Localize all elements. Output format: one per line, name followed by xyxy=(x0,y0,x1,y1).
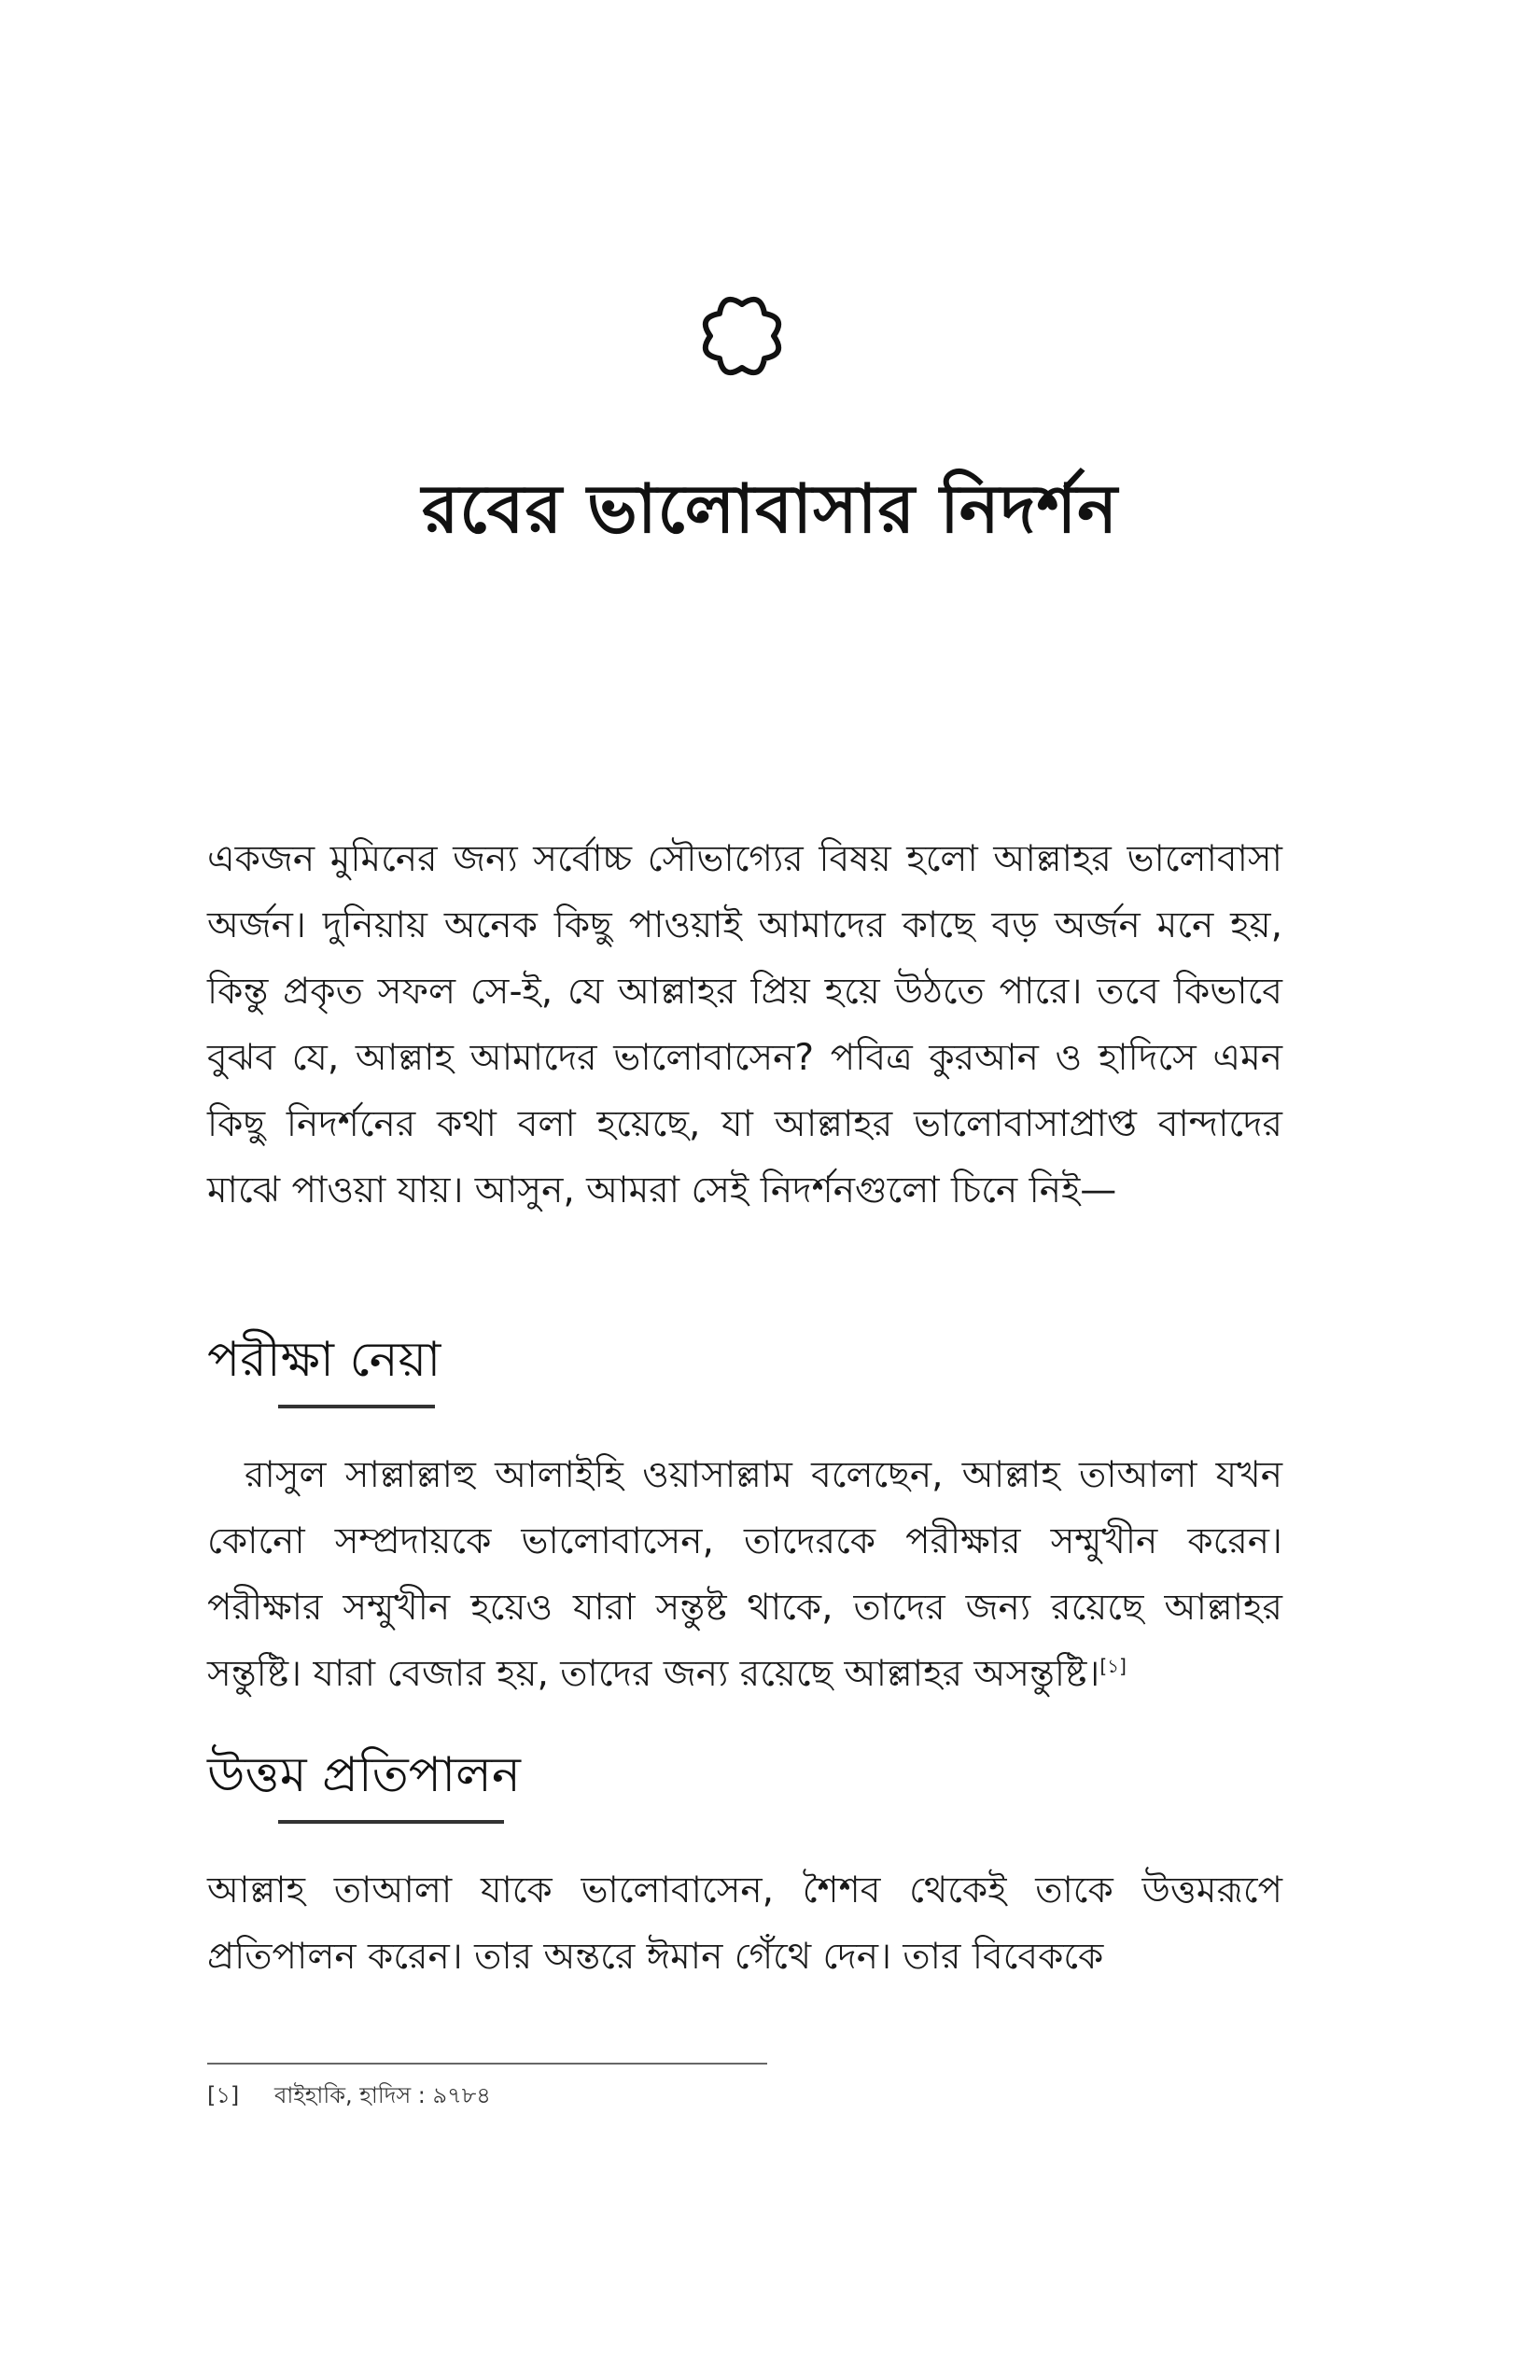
flower-ornament-icon xyxy=(686,280,798,392)
section-paragraph-trial xyxy=(207,1442,1282,1707)
section-paragraph-upbringing: আল্লাহ তাআলা যাকে ভালোবাসেন, শৈশব থেকেই তাকে উত্তমরূপে প্রতিপালন করেন। তার অন্তরে ঈমান গেঁথে দেন। তার বিবেককে xyxy=(207,1869,1282,1978)
footnote-divider xyxy=(207,2063,767,2065)
section-heading-trial: পরীক্ষা নেয়া xyxy=(207,1332,441,1388)
heading-underline xyxy=(278,1820,504,1824)
footnote-marker: [১] xyxy=(207,2082,240,2108)
footnote-reference[interactable]: [১] xyxy=(1099,1655,1127,1677)
footnote xyxy=(207,2079,491,2111)
paragraph-text: রাসুল সাল্লাল্লাহু আলাইহি ওয়াসাল্লাম বলেছেন, আল্লাহ তাআলা যখন কোনো সম্প্রদায়কে ভালোবাসেন, তাদেরকে পরীক্ষার সম্মুখীন করেন। পরীক্ষার সম্মুখীন হয়েও যারা সন্তুষ্ট থাকে, তাদের জন্য রয়েছে আল্লাহর সন্তুষ্টি। যারা বেজার হয়, তাদের জন্য রয়েছে আল্লাহর অসন্তুষ্টি। xyxy=(207,1454,1282,1695)
section-heading-upbringing: উত্তম প্রতিপালন xyxy=(207,1747,521,1803)
chapter-title: রবের ভালোবাসার নিদর্শন xyxy=(421,469,1119,548)
footnote-text: বাইহাকি, হাদিস : ৯৭৮৪ xyxy=(274,2082,491,2108)
heading-underline xyxy=(278,1405,435,1408)
intro-paragraph: একজন মুমিনের জন্য সর্বোচ্চ সৌভাগ্যের বিষয় হলো আল্লাহর ভালোবাসা অর্জন। দুনিয়ায় অনেক কিছু পাওয়াই আমাদের কাছে বড় অর্জন মনে হয়, কিন্তু প্রকৃত সফল সে-ই, যে আল্লাহর প্রিয় হয়ে উঠতে পারে। তবে কিভাবে বুঝব যে, আল্লাহ আমাদের ভালোবাসেন? পবিত্র কুরআন ও হাদিসে এমন কিছু নিদর্শনের কথা বলা হয়েছে, যা আল্লাহর ভালোবাসাপ্রাপ্ত বান্দাদের মাঝে পাওয়া যায়। আসুন, আমরা সেই নিদর্শনগুলো চিনে নিই— xyxy=(207,838,1282,1211)
